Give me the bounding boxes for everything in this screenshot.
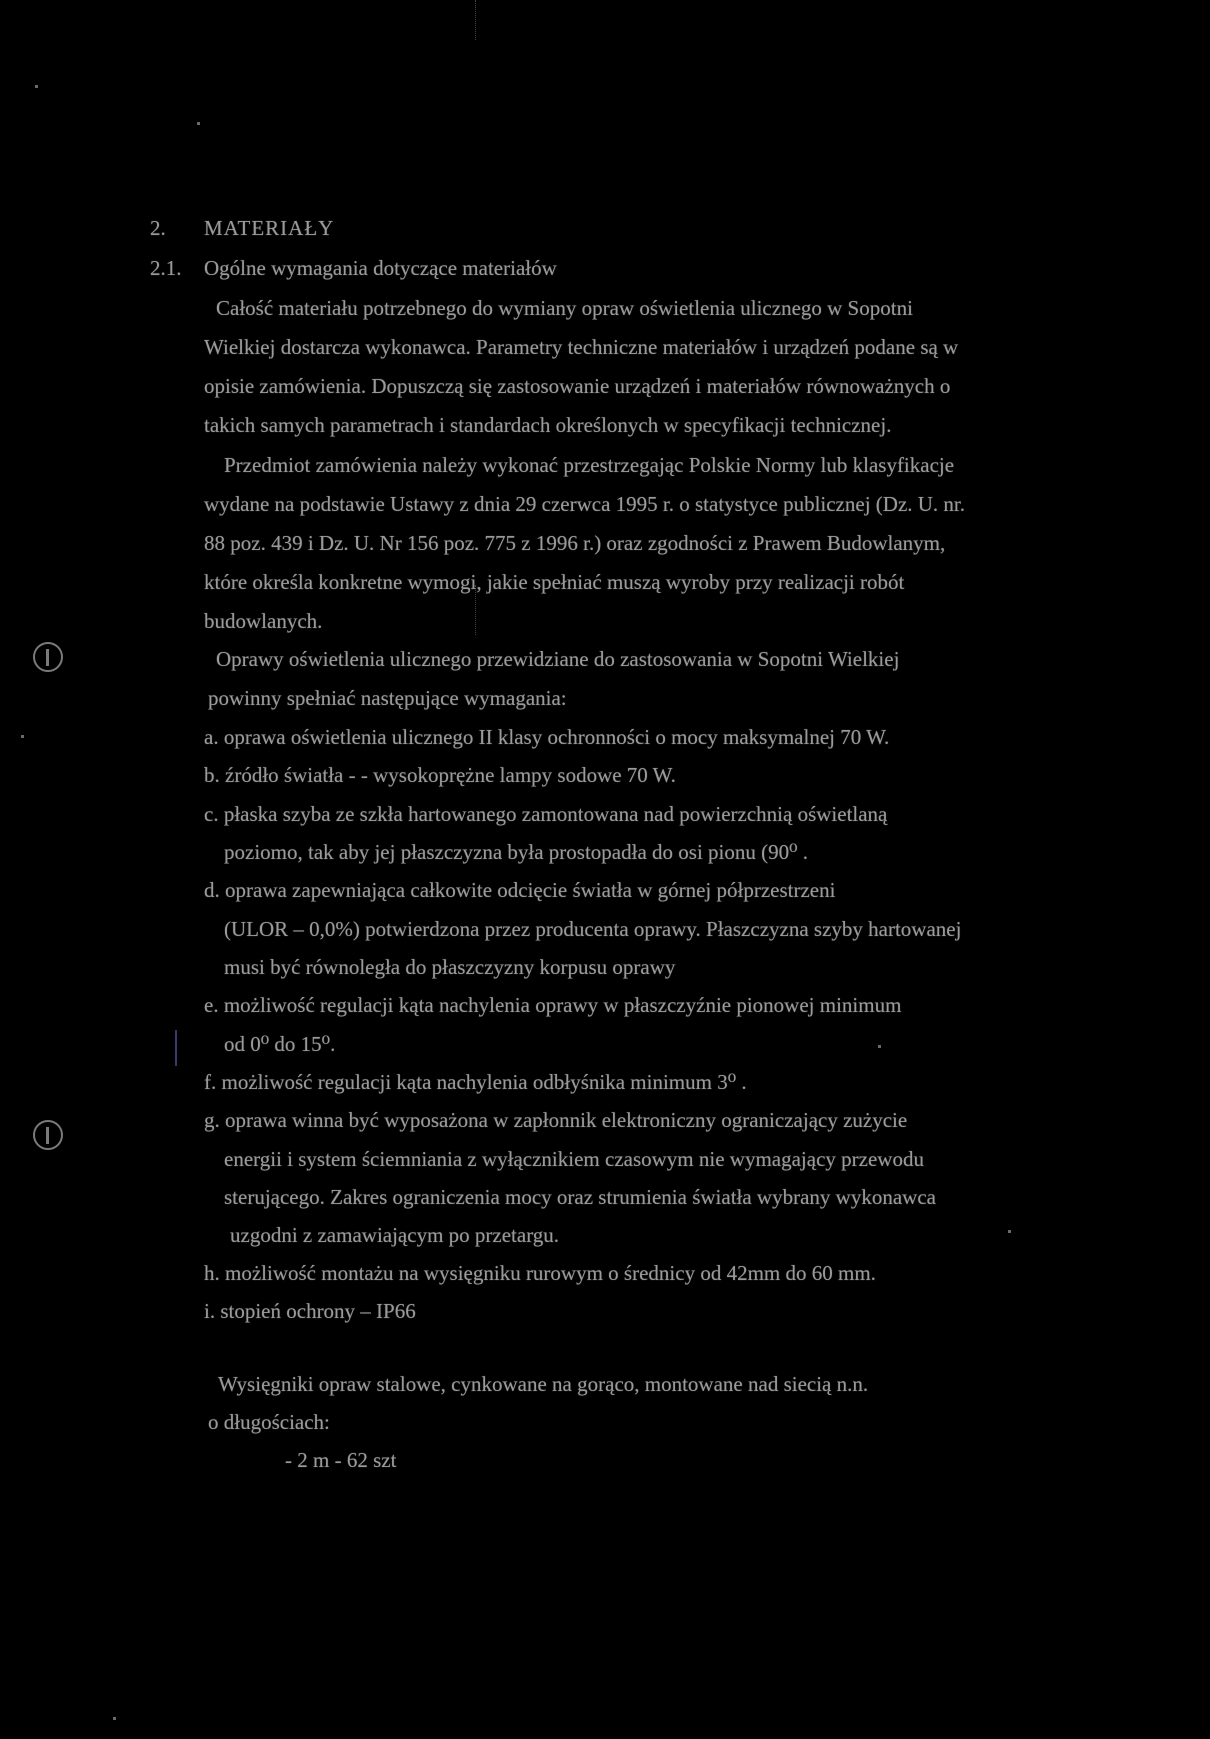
paragraph-line: 88 poz. 439 i Dz. U. Nr 156 poz. 775 z 1996 r.) oraz zgodności z Prawem Budowlanym, bbox=[204, 531, 946, 555]
list-item-e: e. możliwość regulacji kąta nachylenia oprawy w płaszczyźnie pionowej minimum bbox=[204, 993, 902, 1017]
list-item-g: g. oprawa winna być wyposażona w zapłonnik elektroniczny ograniczający zużycie bbox=[204, 1108, 908, 1132]
list-item-d: d. oprawa zapewniająca całkowite odcięcie światła w górnej półprzestrzeni bbox=[204, 878, 836, 902]
list-item-g-cont: energii i system ściemniania z wyłącznikiem czasowym nie wymagający przewodu bbox=[224, 1147, 924, 1171]
list-item-e-cont: od 0⁰ do 15⁰. bbox=[224, 1032, 336, 1056]
list-item-f: f. możliwość regulacji kąta nachylenia odbłyśnika minimum 3⁰ . bbox=[204, 1070, 747, 1094]
paragraph-line: budowlanych. bbox=[204, 609, 323, 633]
paragraph-line: powinny spełniać następujące wymagania: bbox=[208, 686, 567, 710]
paragraph-line: Wysięgniki opraw stalowe, cynkowane na gorąco, montowane nad siecią n.n. bbox=[218, 1372, 869, 1396]
paragraph-line: Całość materiału potrzebnego do wymiany opraw oświetlenia ulicznego w Sopotni bbox=[216, 296, 913, 320]
subsection-number: 2.1. bbox=[150, 256, 182, 280]
length-quantity: - 2 m - 62 szt bbox=[285, 1448, 397, 1472]
list-item-b: b. źródło światła - - wysokoprężne lampy sodowe 70 W. bbox=[204, 763, 676, 787]
list-item-c-cont: poziomo, tak aby jej płaszczyzna była prostopadła do osi pionu (90⁰ . bbox=[224, 840, 809, 864]
paragraph-line: Oprawy oświetlenia ulicznego przewidziane do zastosowania w Sopotni Wielkiej bbox=[216, 647, 900, 671]
list-item-g-cont: sterującego. Zakres ograniczenia mocy oraz strumienia światła wybrany wykonawca bbox=[224, 1185, 936, 1209]
list-item-c: c. płaska szyba ze szkła hartowanego zamontowana nad powierzchnią oświetlaną bbox=[204, 802, 888, 826]
list-item-d-cont: musi być równoległa do płaszczyzny korpusu oprawy bbox=[224, 955, 676, 979]
list-item-h: h. możliwość montażu na wysięgniku rurowym o średnicy od 42mm do 60 mm. bbox=[204, 1261, 876, 1285]
scan-speck bbox=[113, 1717, 116, 1720]
paragraph-line: o długościach: bbox=[208, 1410, 330, 1434]
scan-speck bbox=[21, 735, 24, 738]
paragraph-line: wydane na podstawie Ustawy z dnia 29 czerwca 1995 r. o statystyce publicznej (Dz. U. nr. bbox=[204, 492, 966, 516]
scan-speck bbox=[878, 1045, 881, 1048]
list-item-g-cont: uzgodni z zamawiającym po przetargu. bbox=[230, 1223, 560, 1247]
fold-line bbox=[475, 0, 477, 40]
paragraph-line: które określa konkretne wymogi, jakie spełniać muszą wyroby przy realizacji robót bbox=[204, 570, 905, 594]
subsection-title: Ogólne wymagania dotyczące materiałów bbox=[204, 256, 557, 280]
paragraph-line: Przedmiot zamówienia należy wykonać przestrzegając Polskie Normy lub klasyfikacje bbox=[224, 453, 955, 477]
scan-speck bbox=[1008, 1230, 1011, 1233]
paragraph-line: takich samych parametrach i standardach określonych w specyfikacji technicznej. bbox=[204, 413, 892, 437]
scan-speck bbox=[35, 85, 38, 88]
section-title: MATERIAŁY bbox=[204, 216, 335, 240]
binder-hole-bottom bbox=[33, 1120, 63, 1150]
scan-speck bbox=[197, 122, 200, 125]
list-item-a: a. oprawa oświetlenia ulicznego II klasy ochronności o mocy maksymalnej 70 W. bbox=[204, 725, 890, 749]
list-item-d-cont: (ULOR – 0,0%) potwierdzona przez producenta oprawy. Płaszczyzna szyby hartowanej bbox=[224, 917, 962, 941]
paragraph-line: opisie zamówienia. Dopuszczą się zastosowanie urządzeń i materiałów równoważnych o bbox=[204, 374, 951, 398]
paragraph-line: Wielkiej dostarcza wykonawca. Parametry techniczne materiałów i urządzeń podane są w bbox=[204, 335, 959, 359]
binder-hole-top bbox=[33, 642, 63, 672]
section-number: 2. bbox=[150, 216, 166, 240]
list-item-i: i. stopień ochrony – IP66 bbox=[204, 1299, 416, 1323]
scan-mark bbox=[175, 1030, 177, 1066]
